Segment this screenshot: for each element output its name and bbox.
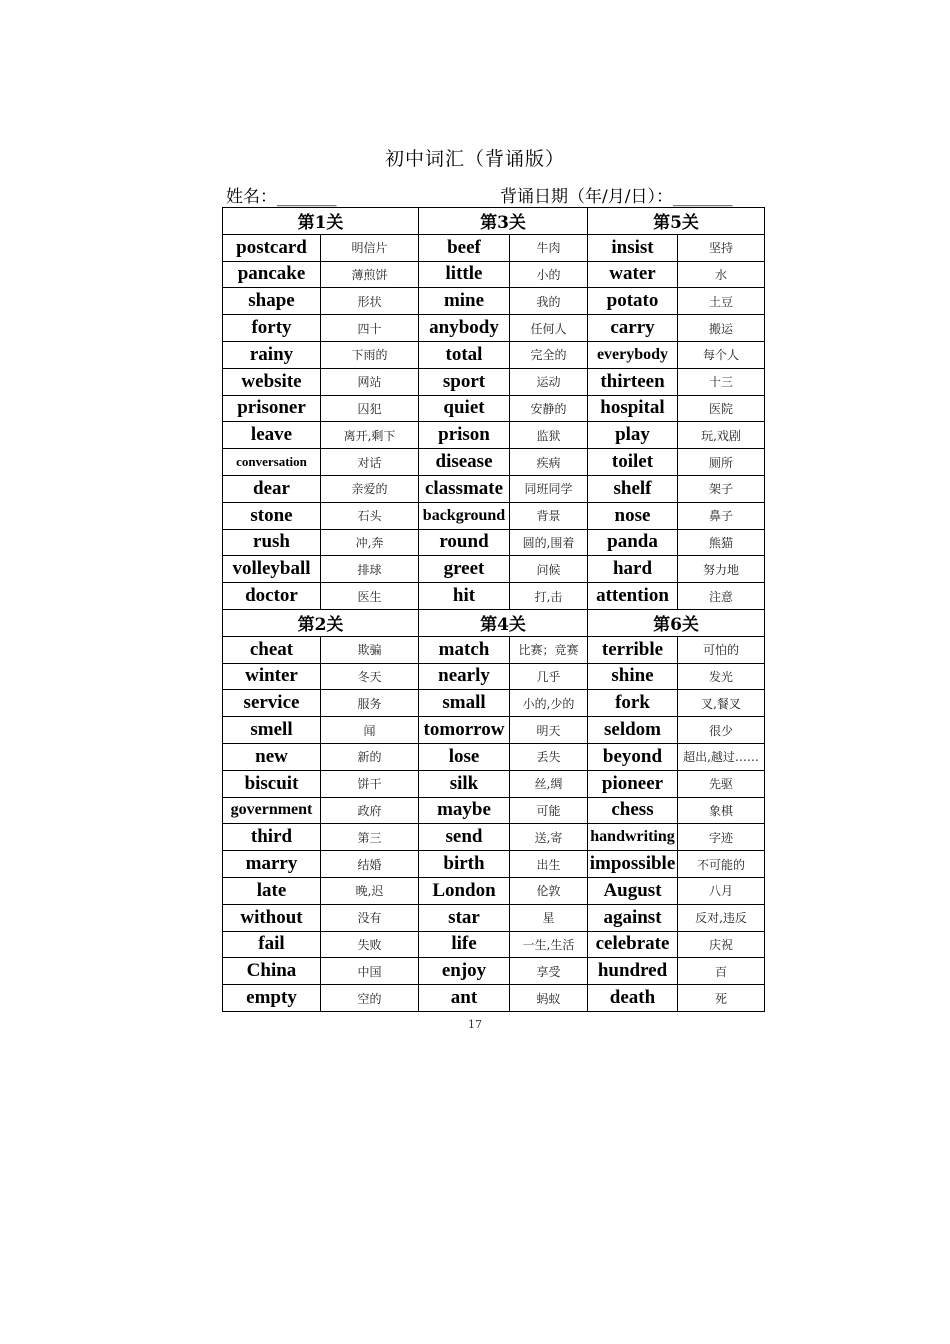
- chinese-meaning: 石头: [321, 502, 419, 529]
- table-row: [223, 422, 765, 449]
- english-word: match: [419, 636, 510, 663]
- table-row: [223, 717, 765, 744]
- english-word: London: [419, 877, 510, 904]
- chinese-meaning: 搬运: [678, 315, 765, 342]
- chinese-meaning: 新的: [321, 743, 419, 770]
- chinese-meaning: 同班同学: [510, 475, 588, 502]
- english-word: lose: [419, 743, 510, 770]
- table-row: [223, 395, 765, 422]
- chinese-meaning: 象棋: [678, 797, 765, 824]
- chinese-meaning: 排球: [321, 556, 419, 583]
- chinese-meaning: 囚犯: [321, 395, 419, 422]
- chinese-meaning: 医生: [321, 583, 419, 610]
- chinese-meaning: 结婚: [321, 851, 419, 878]
- chinese-meaning: 冬天: [321, 663, 419, 690]
- english-word: greet: [419, 556, 510, 583]
- chinese-meaning: 玩,戏剧: [678, 422, 765, 449]
- chinese-meaning: 字迹: [678, 824, 765, 851]
- page-title: 初中词汇（背诵版）: [384, 148, 565, 170]
- english-word: shine: [588, 663, 678, 690]
- vocabulary-table: [222, 207, 765, 1012]
- english-word: shelf: [588, 475, 678, 502]
- english-word: insist: [588, 234, 678, 261]
- chinese-meaning: 反对,违反: [678, 904, 765, 931]
- english-word: celebrate: [588, 931, 678, 958]
- table-row: [223, 770, 765, 797]
- chinese-meaning: 蚂蚁: [510, 985, 588, 1012]
- chinese-meaning: 发光: [678, 663, 765, 690]
- chinese-meaning: 八月: [678, 877, 765, 904]
- chinese-meaning: 先驱: [678, 770, 765, 797]
- chinese-meaning: 可能: [510, 797, 588, 824]
- chinese-meaning: 可怕的: [678, 636, 765, 663]
- chinese-meaning: 疾病: [510, 449, 588, 476]
- english-word: send: [419, 824, 510, 851]
- chinese-meaning: 打,击: [510, 583, 588, 610]
- english-word: small: [419, 690, 510, 717]
- english-word: fail: [223, 931, 321, 958]
- english-word: seldom: [588, 717, 678, 744]
- chinese-meaning: 百: [678, 958, 765, 985]
- chinese-meaning: 架子: [678, 475, 765, 502]
- english-word: birth: [419, 851, 510, 878]
- table-row: [223, 529, 765, 556]
- english-word: leave: [223, 422, 321, 449]
- chinese-meaning: 小的,少的: [510, 690, 588, 717]
- chinese-meaning: 比赛；竞赛: [510, 636, 588, 663]
- chinese-meaning: 晚,迟: [321, 877, 419, 904]
- english-word: silk: [419, 770, 510, 797]
- english-word: pioneer: [588, 770, 678, 797]
- chinese-meaning: 鼻子: [678, 502, 765, 529]
- english-word: impossible: [588, 851, 678, 878]
- chinese-meaning: 不可能的: [678, 851, 765, 878]
- student-info: [226, 182, 763, 206]
- english-word: toilet: [588, 449, 678, 476]
- english-word: stone: [223, 502, 321, 529]
- table-row: [223, 931, 765, 958]
- date-field-label: 背诵日期（年/月/日）：_______: [500, 187, 733, 207]
- chinese-meaning: 丢失: [510, 743, 588, 770]
- english-word: hit: [419, 583, 510, 610]
- table-row: [223, 288, 765, 315]
- chinese-meaning: 一生,生活: [510, 931, 588, 958]
- english-word: quiet: [419, 395, 510, 422]
- page-number: 17: [468, 1018, 482, 1031]
- english-word: rush: [223, 529, 321, 556]
- english-word: nose: [588, 502, 678, 529]
- chinese-meaning: 丝,绸: [510, 770, 588, 797]
- chinese-meaning: 失败: [321, 931, 419, 958]
- table-row: [223, 234, 765, 261]
- level-header: 第6关: [588, 609, 765, 636]
- english-word: panda: [588, 529, 678, 556]
- chinese-meaning: 饼干: [321, 770, 419, 797]
- english-word: water: [588, 261, 678, 288]
- english-word: anybody: [419, 315, 510, 342]
- table-row: [223, 502, 765, 529]
- table-row: [223, 556, 765, 583]
- english-word: third: [223, 824, 321, 851]
- english-word: hundred: [588, 958, 678, 985]
- table-row: [223, 690, 765, 717]
- english-word: postcard: [223, 234, 321, 261]
- chinese-meaning: 第三: [321, 824, 419, 851]
- english-word: sport: [419, 368, 510, 395]
- english-word: without: [223, 904, 321, 931]
- chinese-meaning: 出生: [510, 851, 588, 878]
- chinese-meaning: 超出,越过……: [678, 743, 765, 770]
- english-word: life: [419, 931, 510, 958]
- table-row: [223, 368, 765, 395]
- english-word: shape: [223, 288, 321, 315]
- chinese-meaning: 熊猫: [678, 529, 765, 556]
- chinese-meaning: 水: [678, 261, 765, 288]
- table-row: [223, 475, 765, 502]
- chinese-meaning: 欺骗: [321, 636, 419, 663]
- table-row: [223, 904, 765, 931]
- english-word: empty: [223, 985, 321, 1012]
- chinese-meaning: 圆的,围着: [510, 529, 588, 556]
- chinese-meaning: 下雨的: [321, 341, 419, 368]
- chinese-meaning: 离开,剩下: [321, 422, 419, 449]
- chinese-meaning: 任何人: [510, 315, 588, 342]
- english-word: doctor: [223, 583, 321, 610]
- table-row: [223, 985, 765, 1012]
- english-word: handwriting: [588, 824, 678, 851]
- english-word: rainy: [223, 341, 321, 368]
- table-row: [223, 315, 765, 342]
- table-row: [223, 797, 765, 824]
- chinese-meaning: 安静的: [510, 395, 588, 422]
- table-row: [223, 583, 765, 610]
- chinese-meaning: 问候: [510, 556, 588, 583]
- chinese-meaning: 网站: [321, 368, 419, 395]
- chinese-meaning: 几乎: [510, 663, 588, 690]
- english-word: smell: [223, 717, 321, 744]
- english-word: tomorrow: [419, 717, 510, 744]
- english-word: prisoner: [223, 395, 321, 422]
- english-word: hospital: [588, 395, 678, 422]
- english-word: potato: [588, 288, 678, 315]
- chinese-meaning: 完全的: [510, 341, 588, 368]
- chinese-meaning: 政府: [321, 797, 419, 824]
- english-word: everybody: [588, 341, 678, 368]
- level-header: 第2关: [223, 609, 419, 636]
- english-word: classmate: [419, 475, 510, 502]
- english-word: prison: [419, 422, 510, 449]
- chinese-meaning: 享受: [510, 958, 588, 985]
- english-word: against: [588, 904, 678, 931]
- english-word: marry: [223, 851, 321, 878]
- english-word: new: [223, 743, 321, 770]
- table-row: [223, 743, 765, 770]
- chinese-meaning: 监狱: [510, 422, 588, 449]
- table-row: [223, 958, 765, 985]
- english-word: carry: [588, 315, 678, 342]
- chinese-meaning: 土豆: [678, 288, 765, 315]
- table-row: [223, 341, 765, 368]
- chinese-meaning: 十三: [678, 368, 765, 395]
- table-row: [223, 851, 765, 878]
- english-word: pancake: [223, 261, 321, 288]
- chinese-meaning: 没有: [321, 904, 419, 931]
- english-word: hard: [588, 556, 678, 583]
- level-header: 第5关: [588, 208, 765, 235]
- english-word: round: [419, 529, 510, 556]
- table-row: [223, 261, 765, 288]
- chinese-meaning: 中国: [321, 958, 419, 985]
- english-word: conversation: [223, 449, 321, 476]
- chinese-meaning: 伦敦: [510, 877, 588, 904]
- chinese-meaning: 坚持: [678, 234, 765, 261]
- chinese-meaning: 小的: [510, 261, 588, 288]
- chinese-meaning: 叉,餐叉: [678, 690, 765, 717]
- chinese-meaning: 四十: [321, 315, 419, 342]
- english-word: disease: [419, 449, 510, 476]
- english-word: China: [223, 958, 321, 985]
- chinese-meaning: 空的: [321, 985, 419, 1012]
- english-word: mine: [419, 288, 510, 315]
- level-header-row: [223, 208, 765, 235]
- english-word: star: [419, 904, 510, 931]
- table-row: [223, 824, 765, 851]
- english-word: maybe: [419, 797, 510, 824]
- english-word: chess: [588, 797, 678, 824]
- chinese-meaning: 闻: [321, 717, 419, 744]
- english-word: service: [223, 690, 321, 717]
- chinese-meaning: 送,寄: [510, 824, 588, 851]
- chinese-meaning: 每个人: [678, 341, 765, 368]
- english-word: dear: [223, 475, 321, 502]
- chinese-meaning: 形状: [321, 288, 419, 315]
- english-word: fork: [588, 690, 678, 717]
- chinese-meaning: 背景: [510, 502, 588, 529]
- table-row: [223, 636, 765, 663]
- english-word: government: [223, 797, 321, 824]
- chinese-meaning: 对话: [321, 449, 419, 476]
- chinese-meaning: 运动: [510, 368, 588, 395]
- table-row: [223, 877, 765, 904]
- name-field-label: 姓名：_______: [226, 187, 337, 207]
- english-word: August: [588, 877, 678, 904]
- english-word: forty: [223, 315, 321, 342]
- english-word: biscuit: [223, 770, 321, 797]
- english-word: play: [588, 422, 678, 449]
- chinese-meaning: 亲爱的: [321, 475, 419, 502]
- chinese-meaning: 冲,奔: [321, 529, 419, 556]
- chinese-meaning: 薄煎饼: [321, 261, 419, 288]
- level-header: 第4关: [419, 609, 588, 636]
- english-word: volleyball: [223, 556, 321, 583]
- chinese-meaning: 明信片: [321, 234, 419, 261]
- english-word: thirteen: [588, 368, 678, 395]
- level-header-row: [223, 609, 765, 636]
- english-word: attention: [588, 583, 678, 610]
- english-word: little: [419, 261, 510, 288]
- table-row: [223, 449, 765, 476]
- chinese-meaning: 注意: [678, 583, 765, 610]
- chinese-meaning: 庆祝: [678, 931, 765, 958]
- english-word: late: [223, 877, 321, 904]
- table-row: [223, 663, 765, 690]
- chinese-meaning: 我的: [510, 288, 588, 315]
- english-word: beyond: [588, 743, 678, 770]
- chinese-meaning: 牛肉: [510, 234, 588, 261]
- chinese-meaning: 明天: [510, 717, 588, 744]
- english-word: death: [588, 985, 678, 1012]
- chinese-meaning: 努力地: [678, 556, 765, 583]
- chinese-meaning: 星: [510, 904, 588, 931]
- english-word: enjoy: [419, 958, 510, 985]
- english-word: ant: [419, 985, 510, 1012]
- english-word: terrible: [588, 636, 678, 663]
- chinese-meaning: 厕所: [678, 449, 765, 476]
- chinese-meaning: 死: [678, 985, 765, 1012]
- chinese-meaning: 很少: [678, 717, 765, 744]
- level-header: 第3关: [419, 208, 588, 235]
- english-word: total: [419, 341, 510, 368]
- chinese-meaning: 医院: [678, 395, 765, 422]
- english-word: nearly: [419, 663, 510, 690]
- english-word: beef: [419, 234, 510, 261]
- english-word: winter: [223, 663, 321, 690]
- english-word: website: [223, 368, 321, 395]
- level-header: 第1关: [223, 208, 419, 235]
- english-word: background: [419, 502, 510, 529]
- chinese-meaning: 服务: [321, 690, 419, 717]
- english-word: cheat: [223, 636, 321, 663]
